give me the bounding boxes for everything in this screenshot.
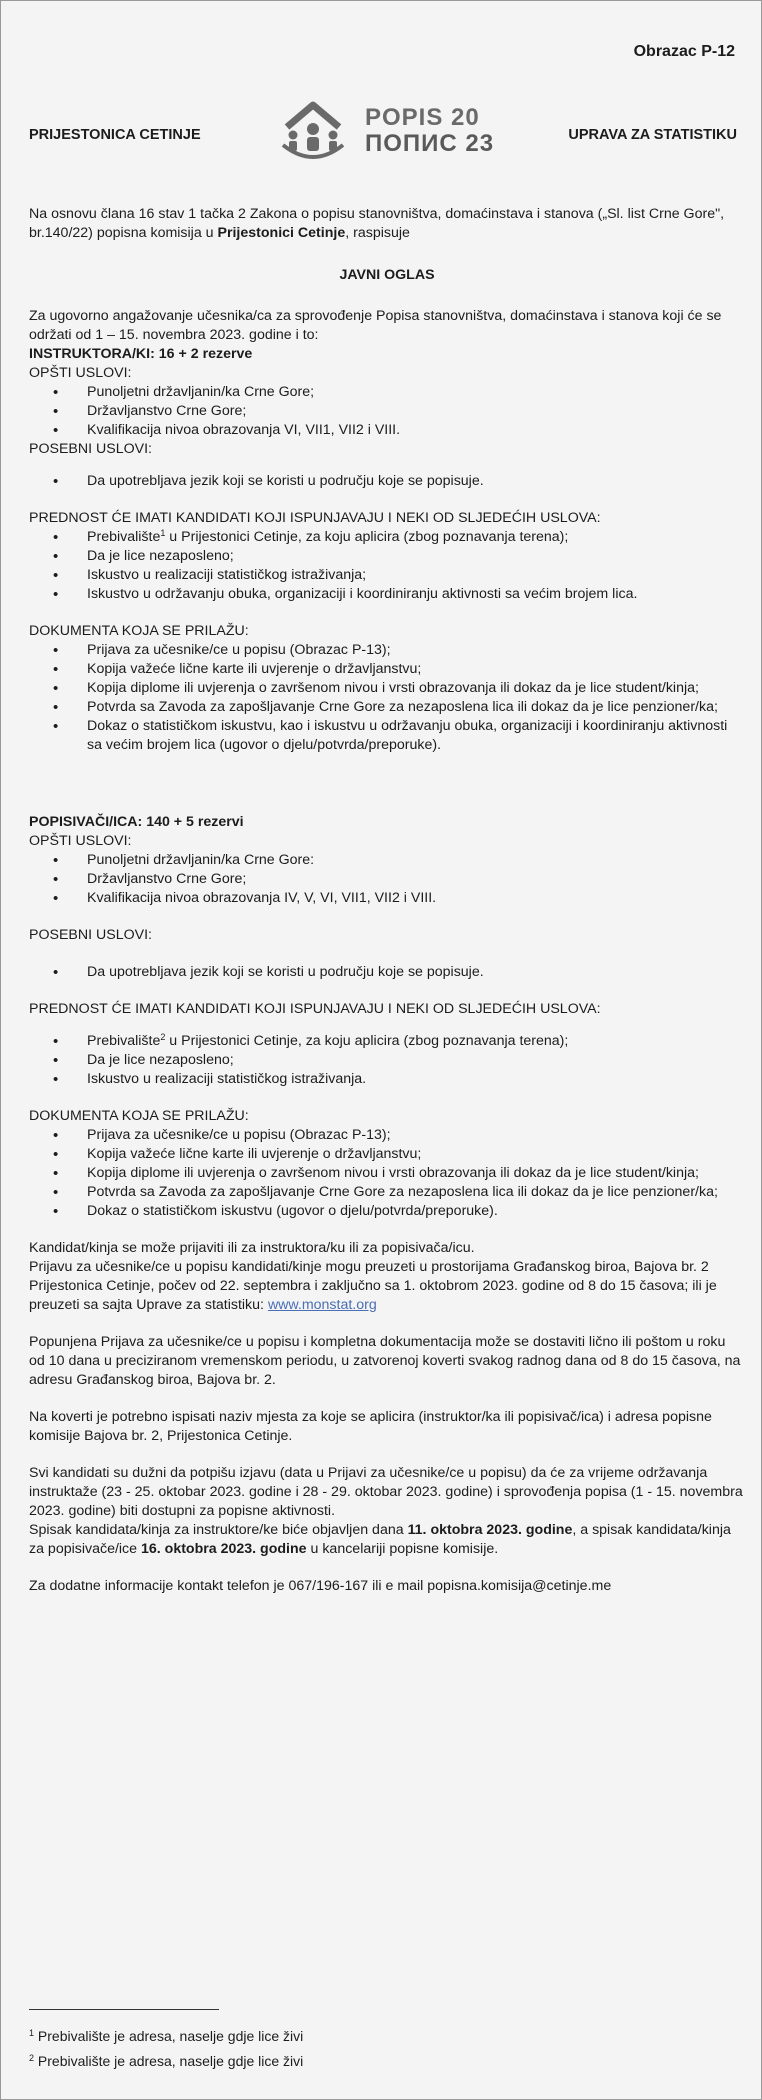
instructors-priority-list bbox=[29, 528, 745, 604]
form-code: Obrazac P-12 bbox=[633, 43, 735, 60]
municipality-name: PRIJESTONICA CETINJE bbox=[29, 127, 201, 143]
enumerators-docs-list bbox=[29, 1126, 745, 1221]
enumerators-heading: POPISIVAČI/ICA: 140 + 5 rezervi bbox=[29, 814, 244, 830]
list-item: • Potvrda sa Zavoda za zapošljavanje Crne Gore za nezaposlena lica ili dokaz da je lice penzioner/ka; bbox=[29, 698, 745, 717]
enumerators-priority-label: PREDNOST ĆE IMATI KANDIDATI KOJI ISPUNJAVAJU I NEKI OD SLJEDEĆIH USLOVA: bbox=[29, 1001, 601, 1017]
instructors-special-list bbox=[29, 472, 745, 491]
instructors-docs-label: DOKUMENTA KOJA SE PRILAŽU: bbox=[29, 623, 249, 639]
logo-text bbox=[365, 105, 494, 157]
list-item: • Prebivalište$^2$ u Prijestonici Cetinje, za koju aplicira (zbog poznavanja terena); bbox=[29, 1032, 745, 1051]
list-item: • Dokaz o statističkom iskustvu (ugovor o djelu/potvrda/preporuke). bbox=[29, 1202, 745, 1221]
instructors-special-label: POSEBNI USLOVI: bbox=[29, 441, 152, 457]
contact-paragraph: Za dodatne informacije kontakt telefon je 067/196-167 ili e mail popisna.komisija@cetinje.me bbox=[29, 1578, 612, 1594]
instructors-general-label: OPŠTI USLOVI: bbox=[29, 365, 132, 381]
logo-line-latin: POPIS 20 bbox=[365, 104, 480, 131]
list-item: • Iskustvo u održavanju obuka, organizaciji i koordiniranju aktivnosti sa većim brojem lica. bbox=[29, 585, 745, 604]
list-item: • Potvrda sa Zavoda za zapošljavanje Crne Gore za nezaposlena lica ili dokaz da je lice penzioner/ka; bbox=[29, 1183, 745, 1202]
list-item: • Državljanstvo Crne Gore; bbox=[29, 870, 745, 889]
envelope-paragraph: Na koverti je potrebno ispisati naziv mjesta za koje se aplicira (instruktor/ka ili popisivač/ica) i adresa popisne komisije Bajova br. 2, Prijestonica Cetinje. bbox=[29, 1409, 712, 1444]
apply-line: Kandidat/kinja se može prijaviti ili za instruktora/ku ili za popisivača/icu. bbox=[29, 1240, 475, 1256]
apply-paragraph: Prijavu za učesnike/ce u popisu kandidati/kinje mogu preuzeti u prostorijama Građanskog biroa, Bajova br. 2 Prijestonica Cetinje, počev od 22. septembra i zaključno sa 1. oktobrom 2023. godine od 8 do 15 časova; ili je preuzeti sa sajta Uprave za statistiku: www.monstat.org bbox=[29, 1259, 717, 1313]
enumerators-general-label: OPŠTI USLOVI: bbox=[29, 833, 132, 849]
submit-paragraph: Popunjena Prijava za učesnike/ce u popisu i kompletna dokumentacija može se dostaviti lično ili poštom u roku od 10 dana u preciziranom vremenskom periodu, u zatvorenoj koverti svakog radnog dana od 8 do 15 časova, na adresu Građanskog biroa, Bajova br. 2. bbox=[29, 1334, 741, 1388]
list-item: • Kopija važeće lične karte ili uvjerenje o državljanstvu; bbox=[29, 660, 745, 679]
intro-paragraph: Na osnovu člana 16 stav 1 tačka 2 Zakona o popisu stanovništva, domaćinstava i stanova („Sl. list Crne Gore", br.140/22) popisna komisija u Prijestonici Cetinje, raspisuje bbox=[29, 206, 725, 241]
enumerators-docs-label: DOKUMENTA KOJA SE PRILAŽU: bbox=[29, 1108, 249, 1124]
announcement-title: JAVNI OGLAS bbox=[339, 267, 435, 283]
list-item: • Kvalifikacija nivoa obrazovanja IV, V, VI, VII1, VII2 i VIII. bbox=[29, 889, 745, 908]
results-paragraph: Spisak kandidata/kinja za instruktore/ke biće objavljen dana 11. oktobra 2023. godine, a spisak kandidata/kinja za popisivače/ice 16. oktobra 2023. godine u kancelariji popisne komisije. bbox=[29, 1522, 731, 1557]
list-item: • Da je lice nezaposleno; bbox=[29, 547, 745, 566]
house-people-icon bbox=[265, 97, 361, 163]
list-item: • Punoljetni državljanin/ka Crne Gore: bbox=[29, 851, 745, 870]
announcement-body bbox=[29, 205, 745, 1596]
instructors-heading: INSTRUKTORA/KI: 16 + 2 rezerve bbox=[29, 346, 253, 362]
list-item: • Kopija diplome ili uvjerenja o završenom nivou i vrsti obrazovanja ili dokaz da je lice student/kinja; bbox=[29, 1164, 745, 1183]
list-item: • Prijava za učesnike/ce u popisu (Obrazac P-13); bbox=[29, 1126, 745, 1145]
enumerators-special-label: POSEBNI USLOVI: bbox=[29, 927, 152, 943]
instructors-priority-label: PREDNOST ĆE IMATI KANDIDATI KOJI ISPUNJAVAJU I NEKI OD SLJEDEĆIH USLOVA: bbox=[29, 510, 601, 526]
list-item: • Iskustvo u realizaciji statističkog istraživanja; bbox=[29, 566, 745, 585]
list-item: • Iskustvo u realizaciji statističkog istraživanja. bbox=[29, 1070, 745, 1089]
list-item: • Da upotrebljava jezik koji se koristi u području koje se popisuje. bbox=[29, 963, 745, 982]
monstat-link[interactable]: www.monstat.org bbox=[267, 1297, 377, 1313]
list-item: • Punoljetni državljanin/ka Crne Gore; bbox=[29, 383, 745, 402]
statement-paragraph: Svi kandidati su dužni da potpišu izjavu (data u Prijavi za učesnike/ce u popisu) da će za vrijeme održavanja instruktaže (23 - 25. oktobar 2023. godine i 28 - 29. oktobar 2023. godine) i sprovođenja popisa (1 - 15. novembra 2023. godine) biti dostupni za popisne aktivnosti. bbox=[29, 1465, 743, 1519]
logo-line-cyrillic: ПОПИС 23 bbox=[365, 130, 495, 157]
lead-paragraph: Za ugovorno angažovanje učesnika/ca za sprovođenje Popisa stanovništva, domaćinstava i stanova koji će se održati od 1 – 15. novembra 2023. godine i to: bbox=[29, 308, 722, 343]
list-item: • Prebivalište$^1$ u Prijestonici Cetinje, za koju aplicira (zbog poznavanja terena); bbox=[29, 528, 745, 547]
enumerators-special-list bbox=[29, 963, 745, 982]
enumerators-general-list bbox=[29, 851, 745, 908]
list-item: • Da je lice nezaposleno; bbox=[29, 1051, 745, 1070]
census-logo bbox=[265, 97, 505, 163]
footnote-1: $^1$ Prebivalište je adresa, naselje gdje lice živi bbox=[29, 2028, 304, 2044]
agency-name: UPRAVA ZA STATISTIKU bbox=[568, 127, 737, 143]
list-item: • Dokaz o statističkom iskustvu, kao i iskustvu u održavanju obuka, organizaciji i koordiniranju aktivnosti sa većim brojem lica (ugovor o djelu/potvrda/preporuke). bbox=[29, 717, 745, 755]
list-item: • Kvalifikacija nivoa obrazovanja VI, VII1, VII2 i VIII. bbox=[29, 421, 745, 440]
instructors-docs-list bbox=[29, 641, 745, 755]
list-item: • Kopija važeće lične karte ili uvjerenje o državljanstvu; bbox=[29, 1145, 745, 1164]
instructors-general-list bbox=[29, 383, 745, 440]
list-item: • Prijava za učesnike/ce u popisu (Obrazac P-13); bbox=[29, 641, 745, 660]
footnote-2: $^2$ Prebivalište je adresa, naselje gdje lice živi bbox=[29, 2053, 304, 2069]
enumerators-priority-list bbox=[29, 1032, 745, 1089]
list-item: • Kopija diplome ili uvjerenja o završenom nivou i vrsti obrazovanja ili dokaz da je lice student/kinja; bbox=[29, 679, 745, 698]
list-item: • Državljanstvo Crne Gore; bbox=[29, 402, 745, 421]
footnote-divider bbox=[29, 2009, 219, 2010]
list-item: • Da upotrebljava jezik koji se koristi u području koje se popisuje. bbox=[29, 472, 745, 491]
